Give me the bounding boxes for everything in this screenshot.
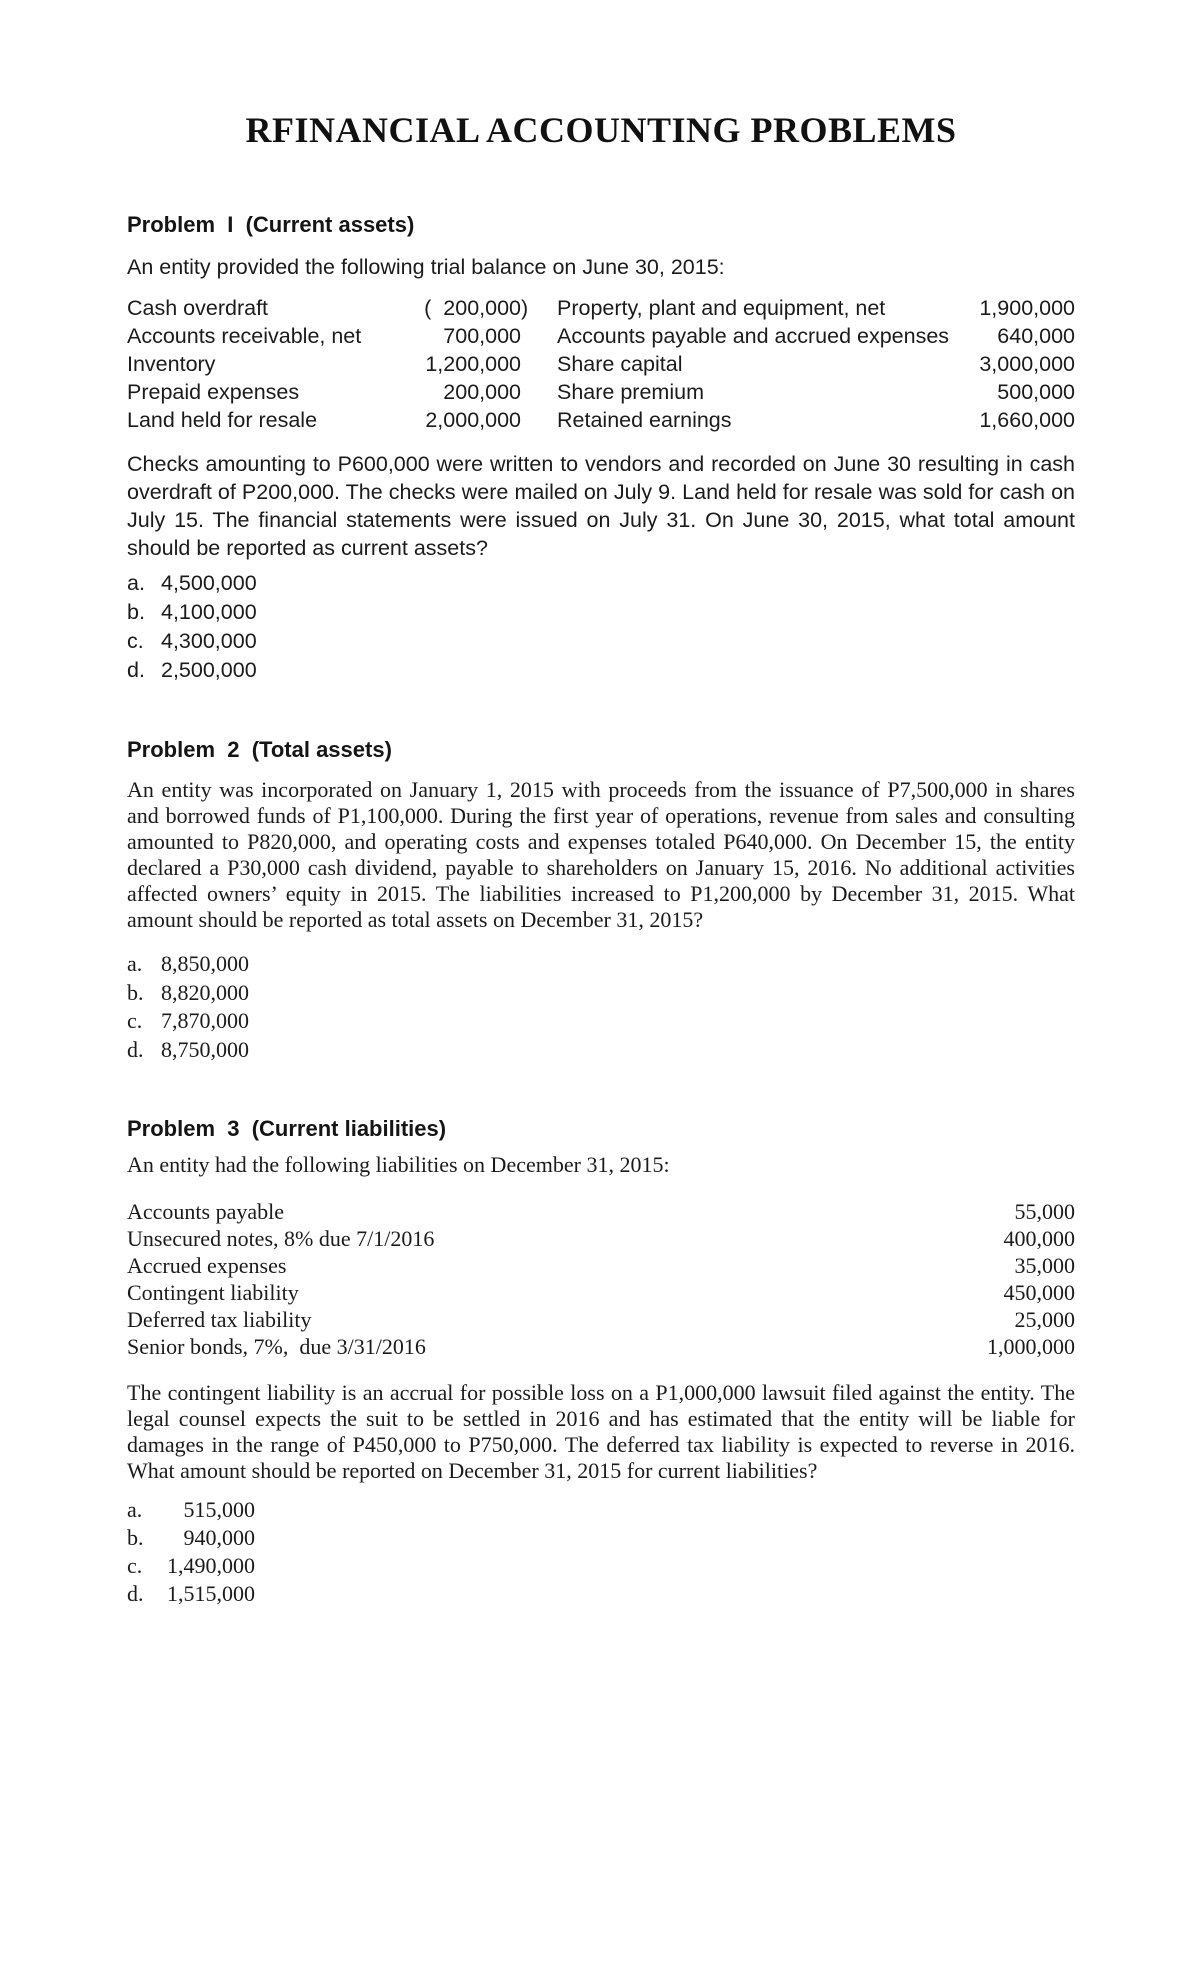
account-label: Cash overdraft xyxy=(127,296,269,320)
liability-row xyxy=(127,1225,1075,1252)
amount-paren: ) xyxy=(521,296,529,320)
option-letter: c. xyxy=(127,1553,143,1578)
answer-option xyxy=(127,1580,1075,1608)
account-label: Accounts payable and accrued expenses xyxy=(557,324,950,348)
liability-label: Contingent liability xyxy=(127,1280,299,1305)
liability-label: Senior bonds, 7%, due 3/31/2016 xyxy=(127,1334,426,1359)
answer-option xyxy=(127,627,1075,656)
trial-balance-row xyxy=(127,322,1075,350)
problem-3-section xyxy=(127,1114,1075,1608)
trial-balance-row xyxy=(127,406,1075,434)
option-letter: c. xyxy=(127,629,144,653)
amount-value: ( 200,000 xyxy=(424,296,521,320)
page-title: RFINANCIAL ACCOUNTING PROBLEMS xyxy=(245,110,957,150)
problem-3-paragraph: The contingent liability is an accrual for possible loss on a P1,000,000 lawsuit filed against the entity. The legal counsel expects the suit to be settled in 2016 and has estimated that the entity will be liable for damages in the range of P450,000 to P750,000. The deferred tax liability is expected to reverse in 2016. What amount should be reported on December 31, 2015 for current liabilities? xyxy=(127,1380,1075,1483)
trial-balance-row xyxy=(127,294,1075,322)
problem-2-options xyxy=(127,950,1075,1064)
problem-3-intro: An entity had the following liabilities on December 31, 2015: xyxy=(127,1152,670,1177)
liability-row xyxy=(127,1333,1075,1360)
option-value: 8,750,000 xyxy=(161,1036,249,1062)
answer-option xyxy=(127,950,1075,979)
amount-value: 200,000 xyxy=(443,380,521,404)
option-letter: c. xyxy=(127,1008,143,1033)
account-label: Property, plant and equipment, net xyxy=(557,296,886,320)
answer-option xyxy=(127,1007,1075,1036)
amount-value: 700,000 xyxy=(443,324,521,348)
liability-label: Accrued expenses xyxy=(127,1253,287,1278)
trial-balance-table xyxy=(127,294,1075,434)
liability-label: Deferred tax liability xyxy=(127,1307,312,1332)
answer-option xyxy=(127,1036,1075,1065)
option-letter: a. xyxy=(127,951,143,976)
option-value: 4,100,000 xyxy=(161,600,257,624)
problem-1-intro: An entity provided the following trial balance on June 30, 2015: xyxy=(127,255,725,279)
option-value: 515,000 xyxy=(183,1497,255,1522)
account-amount xyxy=(419,322,530,350)
problem-1-options xyxy=(127,569,1075,685)
answer-option xyxy=(127,979,1075,1008)
liability-amount: 25,000 xyxy=(1014,1307,1075,1332)
account-amount: 500,000 xyxy=(997,380,1075,404)
answer-option xyxy=(127,1552,1075,1580)
option-value: 1,490,000 xyxy=(167,1553,255,1578)
account-amount: 1,660,000 xyxy=(979,408,1075,432)
account-label: Land held for resale xyxy=(127,408,318,432)
liability-amount: 1,000,000 xyxy=(987,1334,1075,1359)
account-amount xyxy=(419,350,530,378)
answer-option xyxy=(127,569,1075,598)
liability-label: Unsecured notes, 8% due 7/1/2016 xyxy=(127,1226,435,1251)
problem-2-paragraph: An entity was incorporated on January 1, 2015 with proceeds from the issuance of P7,500,000 in shares and borrowed funds of P1,100,000. During the first year of operations, revenue from sales and consulting amounted to P820,000, and operating costs and expenses totaled P640,000. On December 15, the entity declared a P30,000 cash dividend, payable to shareholders on January 15, 2016. No additional activities affected owners’ equity in 2015. The liabilities increased to P1,200,000 by December 31, 2015. What amount should be reported as total assets on December 31, 2015? xyxy=(127,777,1075,932)
option-value: 8,850,000 xyxy=(161,951,249,976)
liability-row xyxy=(127,1279,1075,1306)
account-label: Inventory xyxy=(127,352,216,376)
trial-balance-row xyxy=(127,378,1075,406)
liability-label: Accounts payable xyxy=(127,1199,284,1224)
liability-row xyxy=(127,1198,1075,1225)
answer-option xyxy=(127,656,1075,685)
liability-row xyxy=(127,1306,1075,1333)
option-value: 8,820,000 xyxy=(161,979,249,1005)
problem-1-heading: Problem I (Current assets) xyxy=(127,212,415,237)
amount-value: 1,200,000 xyxy=(425,352,521,376)
option-letter: a. xyxy=(127,1497,143,1522)
problem-1-paragraph: Checks amounting to P600,000 were written to vendors and recorded on June 30 resulting in cash overdraft of P200,000. The checks were mailed on July 9. Land held for resale was sold for cash on July 15. The financial statements were issued on July 31. On June 30, 2015, what total amount should be reported as current assets? xyxy=(127,452,1075,560)
trial-balance-row xyxy=(127,350,1075,378)
account-label: Share premium xyxy=(557,380,704,404)
answer-option xyxy=(127,598,1075,627)
answer-option xyxy=(127,1524,1075,1552)
problem-2-section xyxy=(127,735,1075,1064)
problem-1-section xyxy=(127,210,1075,685)
problem-3-options xyxy=(127,1496,1075,1608)
option-letter: b. xyxy=(127,600,145,624)
option-letter: b. xyxy=(127,979,144,1005)
option-value: 4,300,000 xyxy=(161,629,257,653)
option-letter: d. xyxy=(127,1036,144,1062)
account-amount: 3,000,000 xyxy=(979,352,1075,376)
option-letter: d. xyxy=(127,1581,144,1606)
option-value: 7,870,000 xyxy=(161,1008,249,1033)
answer-option xyxy=(127,1496,1075,1524)
option-value: 4,500,000 xyxy=(161,571,257,595)
account-amount xyxy=(419,294,530,322)
liabilities-list xyxy=(127,1198,1075,1360)
option-value: 2,500,000 xyxy=(161,658,257,682)
liability-amount: 450,000 xyxy=(1003,1280,1075,1305)
liability-amount: 35,000 xyxy=(1014,1253,1075,1278)
account-amount: 640,000 xyxy=(997,324,1075,348)
account-label: Share capital xyxy=(557,352,683,376)
problem-3-heading: Problem 3 (Current liabilities) xyxy=(127,1116,447,1141)
account-label: Prepaid expenses xyxy=(127,380,300,404)
account-amount xyxy=(419,406,530,434)
liability-amount: 55,000 xyxy=(1014,1199,1075,1224)
account-amount: 1,900,000 xyxy=(979,296,1075,320)
liability-row xyxy=(127,1252,1075,1279)
option-letter: d. xyxy=(127,658,145,682)
option-letter: b. xyxy=(127,1525,144,1550)
liability-amount: 400,000 xyxy=(1003,1226,1075,1251)
account-label: Accounts receivable, net xyxy=(127,324,362,348)
problem-2-heading: Problem 2 (Total assets) xyxy=(127,737,392,762)
amount-value: 2,000,000 xyxy=(425,408,521,432)
option-value: 1,515,000 xyxy=(167,1581,255,1606)
account-amount xyxy=(419,378,530,406)
option-letter: a. xyxy=(127,571,145,595)
option-value: 940,000 xyxy=(183,1525,255,1550)
account-label: Retained earnings xyxy=(557,408,732,432)
